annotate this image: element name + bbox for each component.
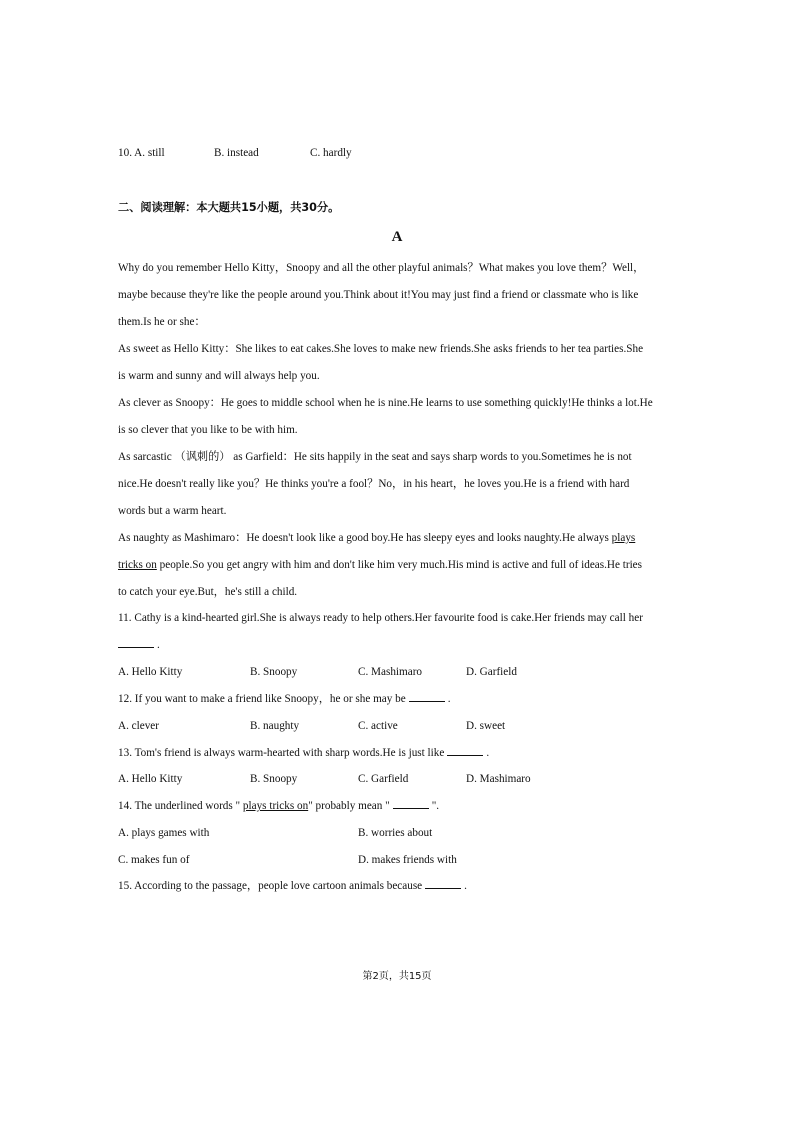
q10-option-a (118, 146, 165, 160)
passage-line: to catch your eye.But，he's still a child. (118, 586, 298, 598)
q10-option-b: B. instead (214, 147, 259, 159)
underlined-phrase: tricks on (118, 559, 157, 571)
mashimaro-text: As naughty as Mashimaro：He doesn't look like a good boy.He has sleepy eyes and looks naughty.He always (118, 532, 612, 544)
q11-option-a: A. Hello Kitty (118, 666, 183, 678)
underlined-phrase: plays (611, 532, 636, 544)
q13-stem (118, 746, 489, 760)
page-number: 第2页，共15页 (362, 971, 432, 982)
q10-number: 10. (118, 147, 132, 159)
passage-line: As sarcastic （讽刺的） as Garfield：He sits happily in the seat and says sharp words to you.Sometimes he is not (118, 451, 632, 463)
q14-stem (118, 799, 439, 813)
passage-title: A (391, 229, 403, 245)
q10-option-c: C. hardly (310, 147, 352, 159)
passage-line: is warm and sunny and will always help you. (118, 370, 320, 382)
answer-blank[interactable] (425, 879, 461, 889)
q14-option-c: C. makes fun of (118, 854, 190, 866)
passage-line: nice.He doesn't really like you？He thinks you're a fool？No，in his heart，he loves you.He is a friend with hard (118, 478, 630, 490)
q10-option-a-text: A. still (134, 147, 165, 159)
passage-line (118, 552, 678, 579)
q12-option-c: C. active (358, 720, 398, 732)
passage-line: them.Is he or she： (118, 316, 206, 328)
answer-blank[interactable] (118, 638, 154, 648)
passage-line: As clever as Snoopy：He goes to middle school when he is nine.He learns to use something quickly!He thinks a lot.He (118, 397, 653, 409)
passage-line: maybe because they're like the people around you.Think about it!You may just find a friend or classmate who is like (118, 289, 639, 301)
q12-option-a: A. clever (118, 720, 159, 732)
answer-blank[interactable] (409, 692, 445, 702)
answer-blank[interactable] (447, 746, 483, 756)
passage-line: words but a warm heart. (118, 505, 227, 517)
q11-stem: 11. Cathy is a kind-hearted girl.She is always ready to help others.Her favourite food is cake.Her friends may call her (118, 612, 643, 624)
passage-line: is so clever that you like to be with him. (118, 424, 298, 436)
q13-option-a: A. Hello Kitty (118, 773, 183, 785)
q15-stem-end: . (464, 880, 467, 892)
q13-option-c: C. Garfield (358, 773, 409, 785)
q12-option-b: B. naughty (250, 720, 300, 732)
q12-stem (118, 692, 451, 706)
q15-stem-text: 15. According to the passage，people love cartoon animals because (118, 880, 423, 892)
q13-stem-text: 13. Tom's friend is always warm-hearted with sharp words.He is just like (118, 747, 445, 759)
passage-line: As sweet as Hello Kitty：She likes to eat cakes.She loves to make new friends.She asks friends to her tea parties.She (118, 343, 644, 355)
underlined-phrase: plays tricks on (242, 800, 309, 812)
passage-line: Why do you remember Hello Kitty，Snoopy and all the other playful animals？What makes you love them？Well， (118, 262, 645, 274)
q11-option-d: D. Garfield (466, 666, 517, 678)
passage-body (118, 255, 678, 606)
passage-line (118, 525, 678, 552)
q11-option-b: B. Snoopy (250, 666, 298, 678)
mashimaro-text: people.So you get angry with him and don't like him very much.His mind is active and full of ideas.He tries (156, 559, 643, 571)
q11-blank-line (118, 638, 160, 652)
q11-option-c: C. Mashimaro (358, 666, 423, 678)
section-title: 二、阅读理解：本大题共15小题，共30分。 (118, 201, 340, 214)
q14-stem-text: 14. The underlined words " (118, 800, 243, 812)
q13-stem-end: . (486, 747, 490, 759)
q14-stem-end: ". (431, 800, 440, 812)
q12-option-d: D. sweet (466, 720, 506, 732)
q12-stem-text: 12. If you want to make a friend like Snoopy，he or she may be (118, 693, 406, 705)
q13-option-b: B. Snoopy (250, 773, 298, 785)
q13-option-d: D. Mashimaro (466, 773, 531, 785)
q11-stem-end: . (157, 639, 160, 651)
q14-option-a: A. plays games with (118, 827, 210, 839)
answer-blank[interactable] (393, 799, 429, 809)
q15-stem (118, 879, 467, 893)
q12-stem-end: . (447, 693, 451, 705)
q14-option-b: B. worries about (358, 827, 433, 839)
q14-stem-mid: " probably mean " (308, 800, 390, 812)
q14-option-d: D. makes friends with (358, 854, 457, 866)
